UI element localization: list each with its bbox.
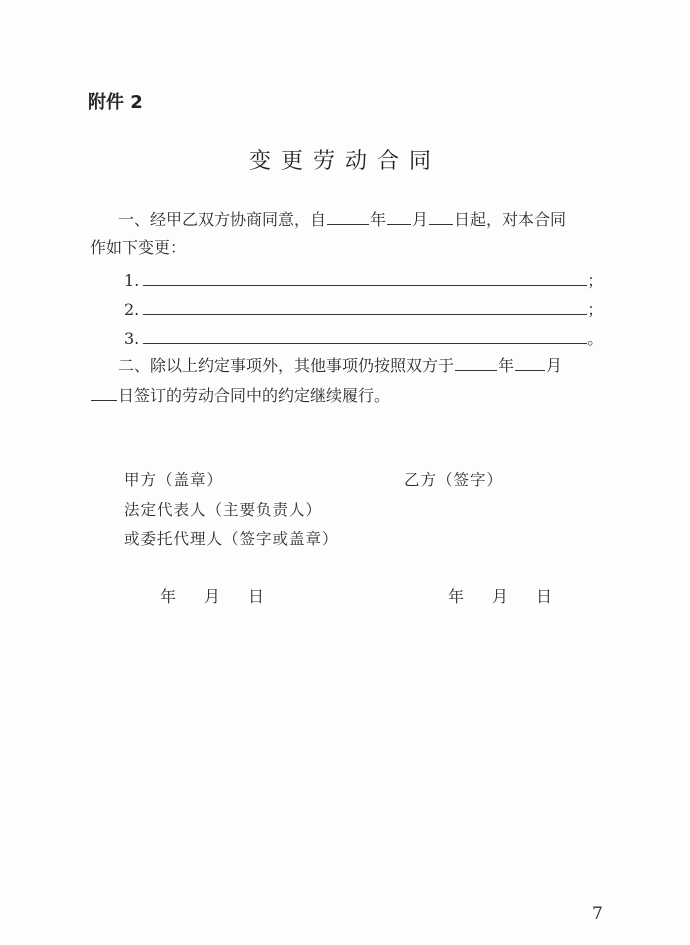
party-b-label: 乙方（签字） bbox=[404, 471, 504, 489]
clause2-month-label: 月 bbox=[546, 356, 563, 375]
change-item-2 bbox=[124, 297, 603, 320]
start-month-blank[interactable] bbox=[387, 208, 411, 225]
document-title: 变更劳动合同 bbox=[248, 149, 441, 174]
agent-label: 或委托代理人（签字或盖章） bbox=[124, 530, 339, 548]
change-item-number: 1. bbox=[124, 271, 140, 290]
attachment-label: 附件 2 bbox=[88, 92, 143, 113]
change-item-end: ； bbox=[587, 271, 604, 290]
party-a-date-day: 日 bbox=[248, 587, 265, 606]
party-b-date-month: 月 bbox=[492, 587, 509, 606]
clause1-line1 bbox=[118, 208, 566, 230]
clause2-line1 bbox=[118, 354, 562, 376]
party-a-date-month: 月 bbox=[204, 587, 221, 606]
change-item-3 bbox=[124, 326, 603, 349]
change-item-end: 。 bbox=[587, 329, 604, 348]
change-item-number: 2. bbox=[124, 300, 140, 319]
start-year-blank[interactable] bbox=[327, 208, 369, 225]
party-a-label: 甲方（盖章） bbox=[124, 471, 224, 489]
clause1-line2: 作如下变更： bbox=[90, 238, 187, 257]
signed-month-blank[interactable] bbox=[515, 354, 545, 371]
change-item-1-blank[interactable] bbox=[143, 268, 587, 286]
change-item-3-blank[interactable] bbox=[143, 326, 587, 344]
signed-day-blank[interactable] bbox=[91, 384, 117, 401]
change-item-1 bbox=[124, 268, 603, 291]
legal-representative-label: 法定代表人（主要负责人） bbox=[124, 501, 323, 519]
clause2-lead: 二、除以上约定事项外，其他事项仍按照双方于 bbox=[118, 356, 455, 375]
change-item-end: ； bbox=[587, 300, 604, 319]
signed-year-blank[interactable] bbox=[455, 354, 497, 371]
start-day-blank[interactable] bbox=[429, 208, 453, 225]
party-a-date-year: 年 bbox=[160, 587, 177, 606]
clause1-year-label: 年 bbox=[370, 210, 387, 229]
change-item-number: 3. bbox=[124, 329, 140, 348]
page-number: 7 bbox=[592, 904, 603, 924]
clause1-lead: 一、经甲乙双方协商同意，自 bbox=[118, 210, 327, 229]
change-item-2-blank[interactable] bbox=[143, 297, 587, 315]
clause1-month-label: 月 bbox=[412, 210, 429, 229]
clause2-year-label: 年 bbox=[498, 356, 515, 375]
clause2-continuation: 日签订的劳动合同中的约定继续履行。 bbox=[118, 386, 391, 405]
party-b-date-day: 日 bbox=[536, 587, 553, 606]
clause1-day-label: 日起，对本合同 bbox=[454, 210, 567, 229]
party-b-date-year: 年 bbox=[448, 587, 465, 606]
clause2-line2 bbox=[90, 384, 390, 406]
